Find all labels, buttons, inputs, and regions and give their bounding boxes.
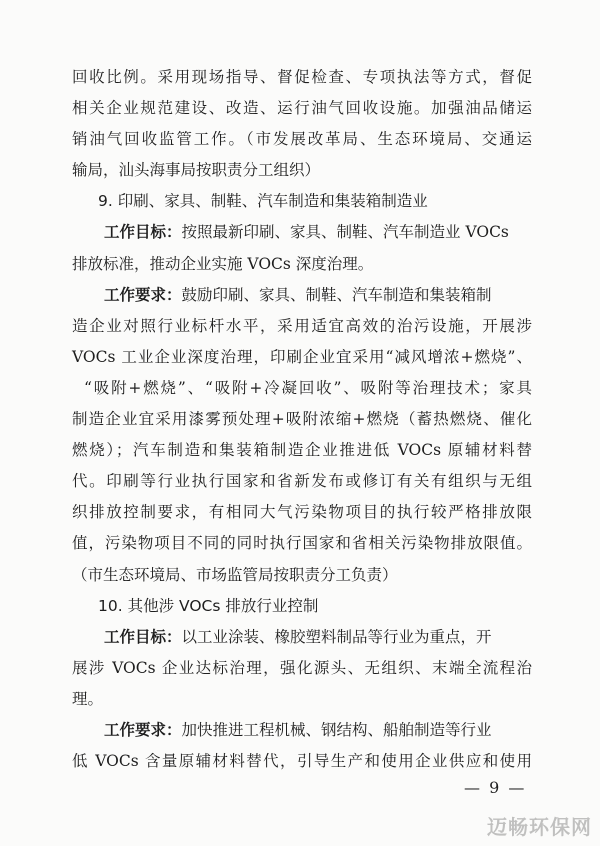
goal-text: 以工业涂装、橡胶塑料制品等行业为重点，开 [181, 627, 492, 646]
section-10-requirement-line [72, 715, 532, 746]
page-number: — 9 — [464, 778, 527, 797]
paragraph-line: 输局，汕头海事局按职责分工组织） [72, 161, 321, 180]
requirement-label: 工作要求： [104, 285, 182, 304]
section-9-goal-line [72, 217, 532, 248]
goal-label: 工作目标： [104, 627, 182, 646]
section-10-goal-line [72, 622, 532, 653]
paragraph-line: 制造企业宜采用漆雾预处理+吸附浓缩+燃烧（蓄热燃烧、催化 [72, 410, 532, 429]
goal-label: 工作目标： [104, 223, 182, 242]
paragraph-line: 排放标准，推动企业实施 VOCs 深度治理。 [72, 254, 374, 273]
paragraph-line: 相关企业规范建设、改造、运行油气回收设施。加强油品储运 [72, 99, 532, 118]
responsibility-note: （市生态环境局、市场监管局按职责分工负责） [72, 565, 398, 584]
document-body [72, 62, 532, 777]
paragraph-line: 燃烧）；汽车制造和集装箱制造企业推进低 VOCs 原辅材料替 [72, 441, 532, 460]
section-9-requirement-line [72, 280, 532, 311]
section-9-heading: 9. 印刷、家具、制鞋、汽车制造和集装箱制造业 [98, 192, 428, 211]
requirement-label: 工作要求： [104, 720, 182, 739]
paragraph-line: 低 VOCs 含量原辅材料替代，引导生产和使用企业供应和使用 [72, 752, 532, 771]
paragraph-line: 回收比例。采用现场指导、督促检查、专项执法等方式，督促 [72, 68, 532, 86]
watermark-logo: 迈畅环保网 [487, 815, 592, 839]
paragraph-line: 销油气回收监管工作。（市发展改革局、生态环境局、交通运 [72, 130, 532, 149]
paragraph-line: 展涉 VOCs 企业达标治理，强化源头、无组织、末端全流程治 [72, 658, 532, 677]
paragraph-line: 代。印刷等行业执行国家和省新发布或修订有关有组织与无组 [72, 472, 532, 491]
goal-text: 按照最新印刷、家具、制鞋、汽车制造业 VOCs [181, 223, 509, 242]
paragraph-line: 理。 [72, 689, 104, 708]
paragraph-line: VOCs 工业企业深度治理，印刷企业宜采用“减风增浓+燃烧”、 [72, 347, 532, 366]
requirement-text: 加快推进工程机械、钢结构、船舶制造等行业 [181, 720, 492, 739]
requirement-text: 鼓励印刷、家具、制鞋、汽车制造和集装箱制 [181, 285, 492, 304]
paragraph-line: 造企业对照行业标杆水平，采用适宜高效的治污设施，开展涉 [72, 316, 532, 335]
section-10-heading: 10. 其他涉 VOCs 排放行业控制 [98, 596, 319, 615]
paragraph-line: “吸附+燃烧”、“吸附+冷凝回收”、吸附等治理技术；家具 [84, 378, 532, 397]
paragraph-line: 织排放控制要求，有相同大气污染物项目的执行较严格排放限 [72, 503, 532, 522]
paragraph-line: 值，污染物项目不同的同时执行国家和省相关污染物排放限值。 [72, 534, 532, 553]
